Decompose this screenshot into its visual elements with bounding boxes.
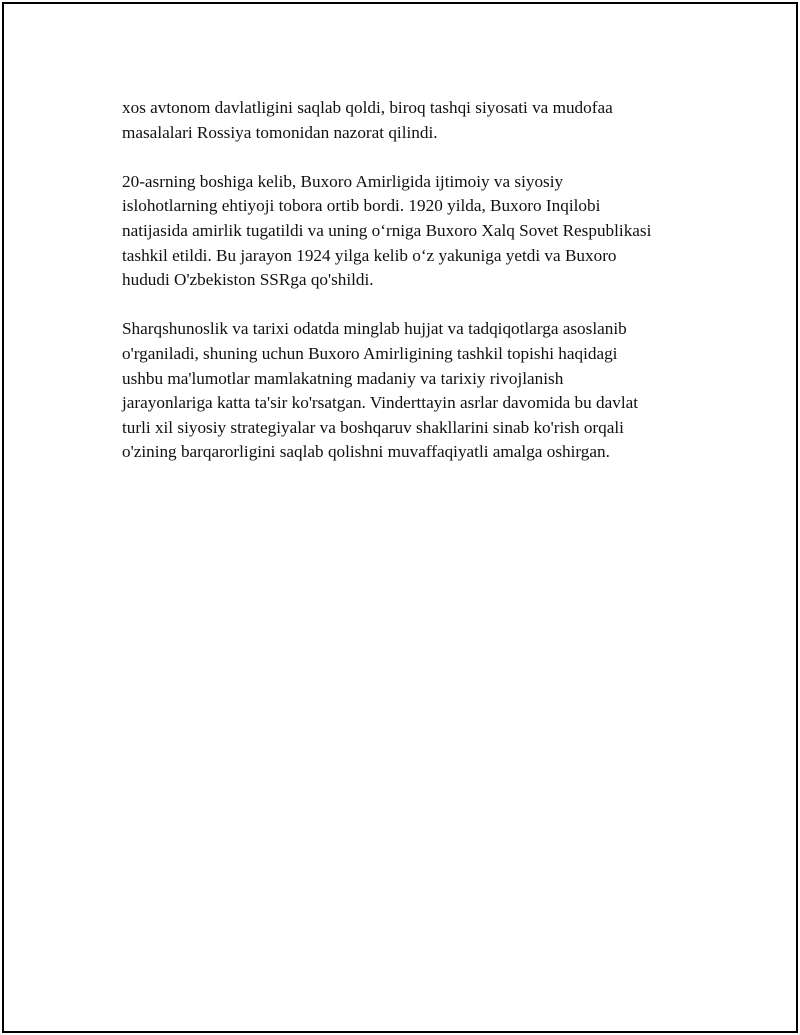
text-line: xos avtonom davlatligini saqlab qoldi, biroq tashqi siyosati va mudofaa	[122, 98, 613, 117]
text-line: islohotlarning ehtiyoji tobora ortib bordi. 1920 yilda, Buxoro Inqilobi	[122, 196, 601, 216]
text-line: o'zining barqarorligini saqlab qolishni muvaffaqiyatli amalga oshirgan.	[122, 442, 610, 462]
text-line: turli xil siyosiy strategiyalar va boshqaruv shakllarini sinab ko'rish orqali	[122, 417, 624, 437]
text-line: jarayonlariga katta ta'sir ko'rsatgan. Vinderttayin asrlar davomida bu davlat	[122, 393, 638, 413]
text-line: natijasida amirlik tugatildi va uning o‘rniga Buxoro Xalq Sovet Respublikasi	[122, 220, 652, 240]
document-body	[122, 96, 712, 490]
paragraph	[122, 96, 712, 145]
paragraph	[122, 170, 712, 293]
text-line: hududi O'zbekiston SSRga qo'shildi.	[122, 270, 374, 290]
text-line: tashkil etildi. Bu jarayon 1924 yilga kelib o‘z yakuniga yetdi va Buxoro	[122, 245, 617, 265]
text-line: ushbu ma'lumotlar mamlakatning madaniy va tarixiy rivojlanish	[122, 368, 564, 388]
text-line: 20-asrning boshiga kelib, Buxoro Amirligida ijtimoiy va siyosiy	[122, 171, 564, 191]
paragraph	[122, 317, 712, 465]
page	[2, 2, 798, 1033]
text-line: Sharqshunoslik va tarixi odatda minglab hujjat va tadqiqotlarga asoslanib	[122, 319, 627, 339]
text-line: o'rganiladi, shuning uchun Buxoro Amirligining tashkil topishi haqidagi	[122, 343, 618, 363]
text-line: masalalari Rossiya tomonidan nazorat qilindi.	[122, 122, 438, 142]
